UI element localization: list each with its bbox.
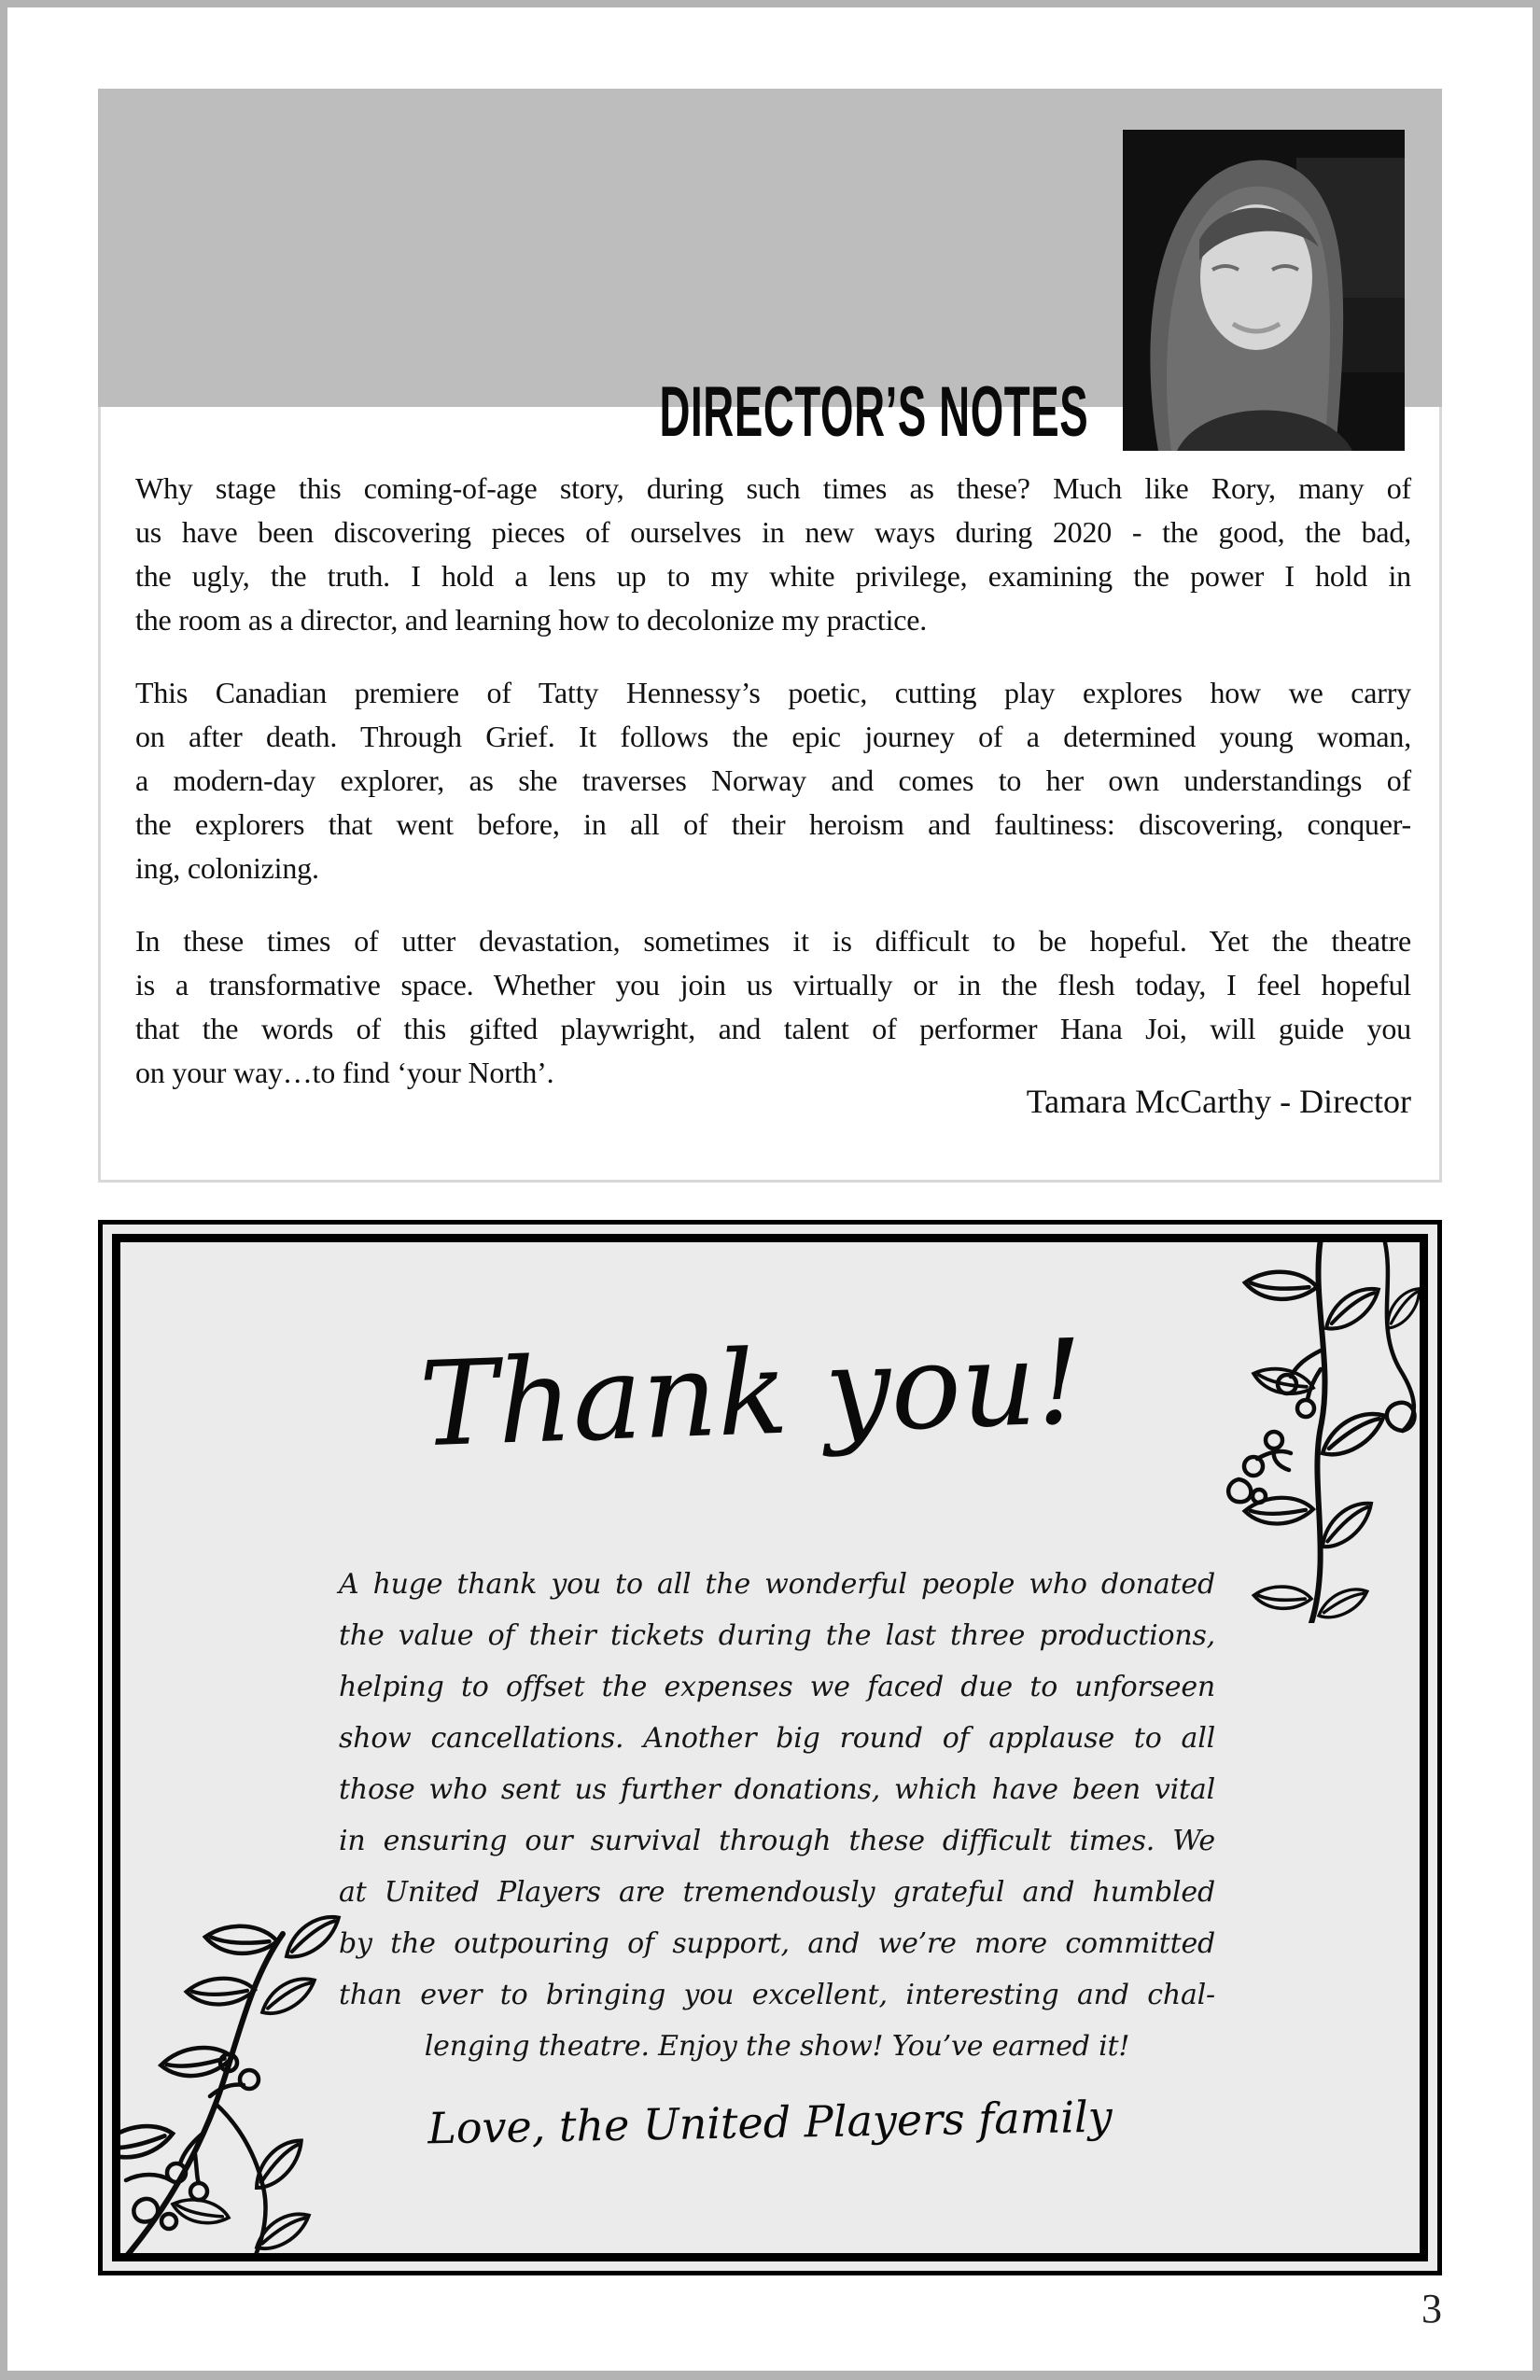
thank-you-card-inner-frame [112,1234,1428,2261]
thank-you-title: Thank you! [417,1314,1085,1474]
text-line: is a transformative space. Whether you join us virtually or in the flesh today, I feel hopeful [135,968,1411,1001]
text-line: the value of their tickets during the last three productions, [339,1619,1215,1652]
text-line: Why stage this coming-of-age story, during such times as these? Much like Rory, many of [135,471,1411,505]
text-line: by the outpouring of support, and we’re more committed [339,1927,1215,1960]
directors-notes-section [98,89,1442,1183]
text-line: show cancellations. Another big round of applause to all [339,1722,1215,1755]
text-line: us have been discovering pieces of ourselves in new ways during 2020 - the good, the bad, [135,515,1411,549]
paragraph [135,467,1411,642]
text-line: than ever to bringing you excellent, interesting and chal- [339,1979,1215,2011]
program-page [7,7,1533,2371]
text-line: In these times of utter devastation, sometimes it is difficult to be hopeful. Yet the theatre [135,924,1411,958]
text-line: helping to offset the expenses we faced due to unforseen [339,1671,1215,1703]
text-line: the explorers that went before, in all of their heroism and faultiness: discovering, conquer- [135,807,1411,841]
floral-branch-icon [117,1826,352,2257]
page-number: 3 [1421,2286,1442,2331]
director-signature: Tamara McCarthy - Director [1026,1083,1411,1120]
text-line: at United Players are tremendously grateful and humbled [339,1876,1215,1909]
text-line: on your way…to find ‘your North’. [135,1056,554,1089]
text-line: that the words of this gifted playwright, and talent of performer Hana Joi, will guide you [135,1012,1411,1045]
notes-paragraphs [135,467,1411,1124]
paragraph [135,671,1411,890]
text-line: the ugly, the truth. I hold a lens up to my white privilege, examining the power I hold in [135,559,1411,593]
paragraph [135,919,1411,1095]
director-photo [1123,130,1405,451]
text-line: on after death. Through Grief. It follows the epic journey of a determined young woman, [135,720,1411,753]
thank-you-card [98,1220,1442,2275]
text-line: lenging theatre. Enjoy the show! You’ve earned it! [424,2030,1130,2063]
text-line: in ensuring our survival through these difficult times. We [339,1825,1215,1857]
section-title: DIRECTOR’S NOTES [659,371,1088,452]
text-line: ing, colonizing. [135,851,319,885]
text-line: those who sent us further donations, which have been vital [339,1773,1215,1806]
text-line: a modern-day explorer, as she traverses Norway and comes to her own understandings of [135,763,1411,797]
text-line: the room as a director, and learning how to decolonize my practice. [135,603,928,637]
text-line: A huge thank you to all the wonderful people who donated [339,1568,1215,1601]
thank-you-signature: Love, the United Players family [427,2091,1113,2154]
text-line: This Canadian premiere of Tatty Hennessy’s poetic, cutting play explores how we carry [135,676,1411,709]
thank-you-body [339,1559,1215,2072]
